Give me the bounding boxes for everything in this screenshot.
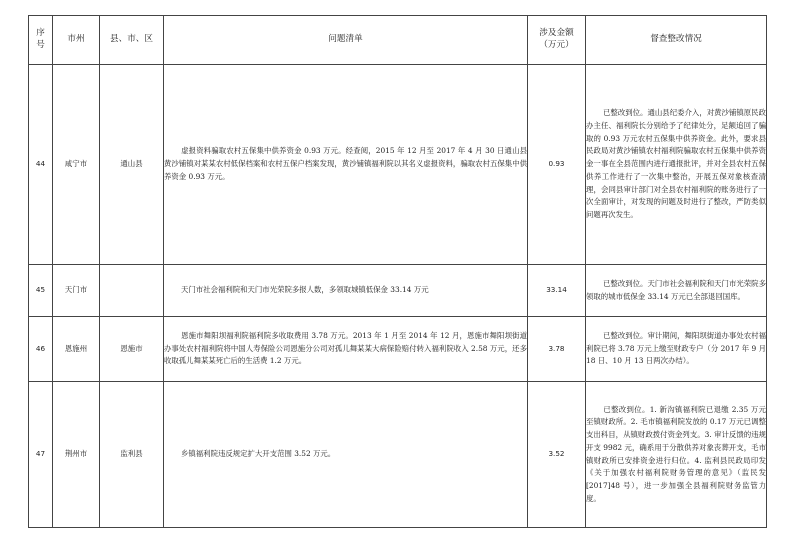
row-county: 监利县: [100, 382, 164, 528]
header-no: 序号: [29, 16, 53, 65]
header-city: 市州: [53, 16, 100, 65]
table-row: [29, 382, 767, 528]
row-issue: 恩施市舞阳坝福利院福利院多收取费用 3.78 万元。2013 年 1 月至 2014 年 12 月，恩施市舞阳坝街道办事处农村福利院将中国人寿保险公司恩施分公司对孤儿舞某某大病保险赔付转入福利院收入 2.58 万元，还多收取孤儿舞某某死亡后的生活费 1.2 万元。: [164, 317, 528, 382]
header-rectify: 督查整改情况: [586, 16, 767, 65]
row-amount: 3.78: [528, 317, 586, 382]
row-no: 47: [29, 382, 53, 528]
row-issue: 乡镇福利院违反规定扩大开支范围 3.52 万元。: [164, 382, 528, 528]
header-county: 县、市、区: [100, 16, 164, 65]
row-issue: 虚报资料骗取农村五保集中供养资金 0.93 万元。经查阅，2015 年 12 月至 2017 年 4 月 30 日通山县黄沙铺镇对某某农村低保档案和农村五保户档案发现，黄沙铺镇福利院以其名义虚报资料，骗取农村五保集中供养资金 0.93 万元。: [164, 65, 528, 265]
table-row: [29, 65, 767, 265]
row-issue: 天门市社会福利院和天门市光荣院多报人数，多领取城镇低保金 33.14 万元: [164, 265, 528, 317]
row-amount: 3.52: [528, 382, 586, 528]
row-city: 荆州市: [53, 382, 100, 528]
row-rectify: 已整改到位。审计期间，舞阳坝街道办事处农村福利院已将 3.78 万元上缴至财政专户（分 2017 年 9 月 18 日、10 月 13 日两次办结）。: [586, 317, 767, 382]
row-amount: 0.93: [528, 65, 586, 265]
row-no: 45: [29, 265, 53, 317]
row-county: 恩施市: [100, 317, 164, 382]
row-no: 44: [29, 65, 53, 265]
row-rectify: 已整改到位。1. 新沟镇福利院已退缴 2.35 万元至镇财政所。2. 毛市镇福利院发放的 0.17 万元已调整支出科目，从镇财政拨付资金列支。3. 审计反馈的违规开支 9982 元，确系用于分散供养对象丧葬开支，毛市镇财政所已安排资金进行归位。4. 监利县民政局印发《关于加强农村福利院财务管理的意见》（监民发 [2017]48 号），进一步加强全县福利院财务监管力度。: [586, 382, 767, 528]
row-rectify: 已整改到位。天门市社会福利院和天门市光荣院多领取的城市低保金 33.14 万元已全部退回国库。: [586, 265, 767, 317]
row-no: 46: [29, 317, 53, 382]
table-row: [29, 317, 767, 382]
header-row: [29, 16, 767, 65]
header-amount: 涉及金额（万元）: [528, 16, 586, 65]
row-rectify: 已整改到位。通山县纪委介入，对黄沙铺镇原民政办主任、福利院长分别给予了纪律处分，足额追回了骗取的 0.93 万元农村五保集中供养资金。此外，要求县民政局对黄沙铺镇农村福利院骗取农村五保集中供养资金一事在全县范围内进行通报批评，并对全县农村五保供养工作进行了一次集中整治，开展五保对象核查清理，会同县审计部门对全县农村福利院的账务进行了一次全面审计，对发现的问题及时进行了整改，严防类似问题再次发生。: [586, 65, 767, 265]
row-county: 通山县: [100, 65, 164, 265]
header-issue: 问题清单: [164, 16, 528, 65]
table-row: [29, 265, 767, 317]
row-city: 咸宁市: [53, 65, 100, 265]
issues-table: [28, 15, 767, 528]
row-city: 天门市: [53, 265, 100, 317]
row-city: 恩施州: [53, 317, 100, 382]
row-amount: 33.14: [528, 265, 586, 317]
row-county: [100, 265, 164, 317]
